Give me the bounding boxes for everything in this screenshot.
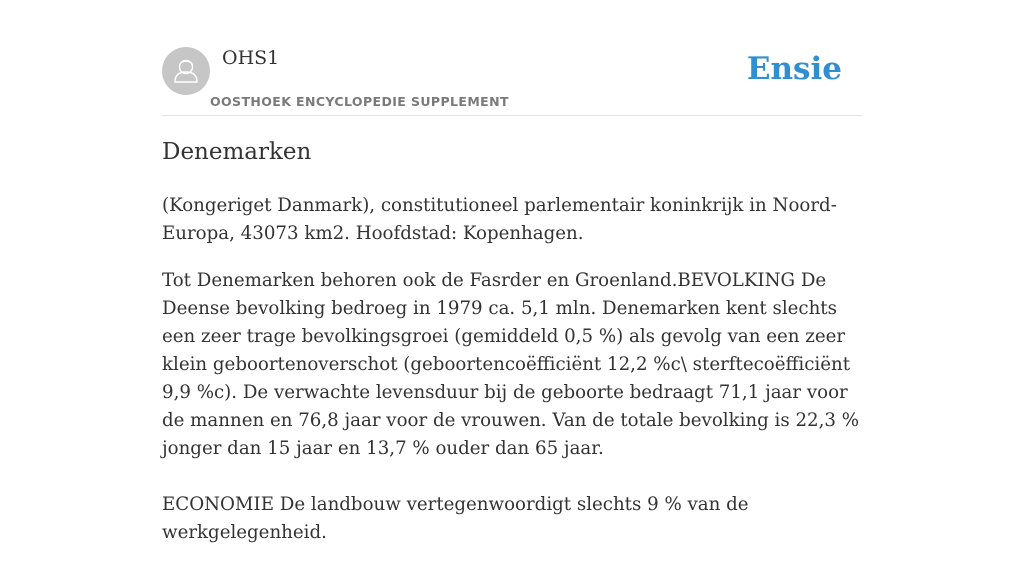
ensie-logo[interactable]: Ensie xyxy=(746,51,842,87)
source-header xyxy=(162,46,862,116)
source-subtitle: OOSTHOEK ENCYCLOPEDIE SUPPLEMENT xyxy=(210,94,509,109)
avatar[interactable] xyxy=(162,47,210,95)
source-name[interactable]: OHS1 xyxy=(222,47,280,69)
user-icon xyxy=(162,47,210,95)
paragraph-body: Tot Denemarken behoren ook de Fasrder en Groenland.BEVOLKING De Deense bevolking bedroeg in 1979 ca. 5,1 mln. Denemarken kent slechts een zeer trage bevolkingsgroei (gemiddeld 0,5 %) als gevolg van een zeer klein geboortenoverschot (geboortencoëfficiënt 12,2 %c\ sterftecoëfficiënt 9,9 %c). De verwachte levensduur bij de geboorte bedraagt 71,1 jaar voor de mannen en 76,8 jaar voor de vrouwen. Van de totale bevolking is 22,3 % jonger dan 15 jaar en 13,7 % ouder dan 65 jaar. ECONOMIE De landbouw vertegenwoordigt slechts 9 % van de werkgelegenheid. xyxy=(162,270,860,543)
paragraph-intro: (Kongeriget Danmark), constitutioneel parlementair koninkrijk in Noord-Europa, 43073 km2. Hoofdstad: Kopenhagen. xyxy=(162,195,837,244)
article-body xyxy=(162,192,864,566)
page-title: Denemarken xyxy=(162,139,312,165)
